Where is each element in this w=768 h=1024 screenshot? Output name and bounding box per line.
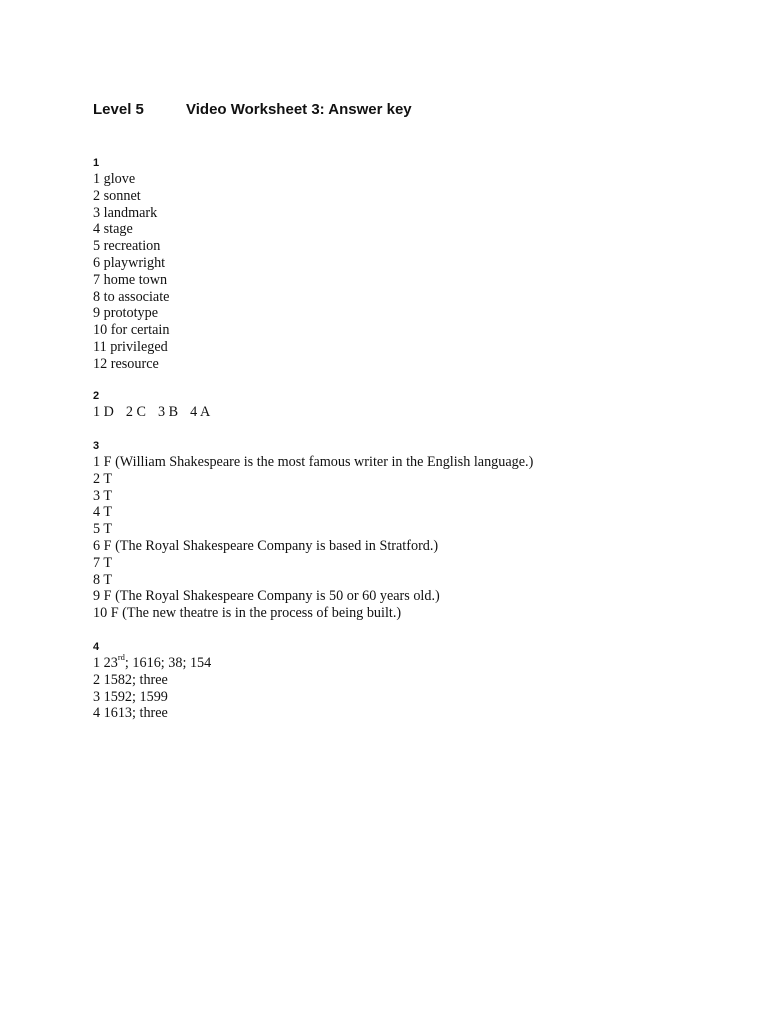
answer-item: 1 D (93, 404, 114, 420)
answer-line: 5 recreation (93, 238, 161, 255)
answer-line: 2 sonnet (93, 187, 141, 204)
answer-line: 10 for certain (93, 322, 170, 339)
answer-line: 4 1613; three (93, 705, 168, 722)
answer-line: 9 F (The Royal Shakespeare Company is 50 or 60 years old.) (93, 588, 440, 605)
answer-line: 7 T (93, 554, 113, 571)
answer-line: 5 T (93, 521, 113, 538)
answer-item: 2 C (125, 404, 146, 420)
answer-item: 3 B (158, 404, 179, 420)
answer-line: 4 stage (93, 221, 133, 238)
section-number: 3 (93, 440, 100, 452)
section-number: 2 (93, 390, 100, 402)
answer-line: 9 prototype (93, 305, 159, 322)
answer-line: 1 glove (93, 171, 136, 187)
answer-line: 4 T (93, 504, 113, 521)
answer-line: 2 T (93, 470, 113, 487)
answer-line: 7 home town (93, 271, 168, 288)
section-3 (93, 439, 733, 622)
ordinal-suffix: rd (117, 652, 125, 663)
answer-line: 3 1592; 1599 (93, 688, 168, 705)
answer-line: 3 T (93, 487, 113, 504)
answer-line: 6 playwright (93, 254, 166, 271)
section-number: 4 (93, 641, 100, 653)
answer-suffix: ; 1616; 38; 154 (124, 655, 212, 671)
worksheet-title: Video Worksheet 3: Answer key (186, 101, 412, 118)
section-number: 1 (93, 157, 100, 169)
section-4 (93, 640, 733, 722)
answer-row (93, 404, 733, 421)
answer-line: 8 T (93, 571, 113, 588)
answer-line (93, 652, 733, 672)
answer-prefix: 1 23 (93, 655, 118, 671)
answer-line: 10 F (The new theatre is in the process of being built.) (93, 605, 402, 622)
section-2 (93, 389, 733, 421)
answer-line: 3 landmark (93, 204, 158, 221)
answer-line: 12 resource (93, 355, 159, 372)
answer-line: 6 F (The Royal Shakespeare Company is based in Stratford.) (93, 537, 439, 554)
answer-line: 2 1582; three (93, 671, 168, 688)
section-1 (93, 156, 733, 373)
answer-line: 11 privileged (93, 338, 168, 355)
answer-line: 8 to associate (93, 288, 170, 305)
answer-item: 4 A (190, 404, 211, 420)
level-label: Level 5 (93, 101, 144, 118)
answer-line: 1 F (William Shakespeare is the most famous writer in the English language.) (93, 454, 534, 470)
